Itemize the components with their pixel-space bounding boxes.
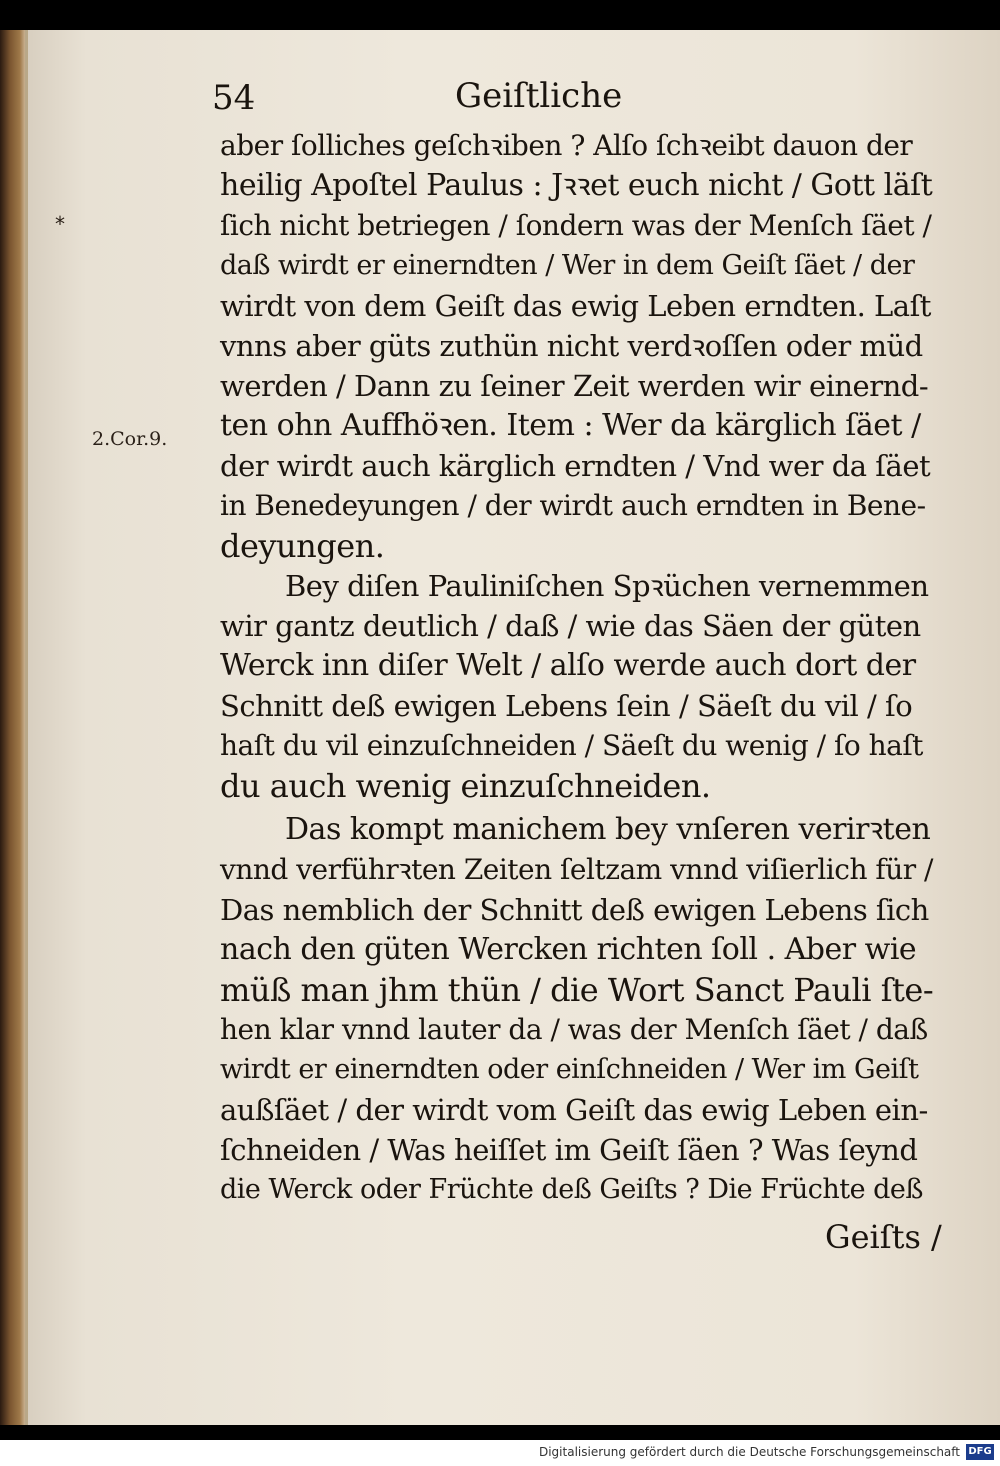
text-line: der wirdt auch kärglich erndten / Vnd wer da ſäet — [220, 449, 931, 483]
text-line: nach den güten Wercken richten ſoll . Aber wie — [220, 932, 917, 967]
text-line: müß man jhm thün / die Wort Sanct Pauli ſte‑ — [220, 971, 934, 1009]
margin-note-reference: 2.Cor.9. — [92, 428, 168, 450]
book-page-edge — [0, 30, 25, 1425]
catchword: Geiſts / — [825, 1218, 942, 1256]
dfg-logo: DFG — [966, 1444, 994, 1460]
text-line: haſt du vil einzuſchneiden / Säeſt du wenig / ſo haſt — [220, 729, 923, 762]
text-line: vnns aber güts zuthün nicht verdꝛoſſen oder müd — [220, 329, 923, 363]
text-line: heilig Apoſtel Paulus : Jꝛꝛet euch nicht / Gott läſt — [220, 168, 933, 203]
text-line: werden / Dann zu ſeiner Zeit werden wir einernd‑ — [220, 369, 929, 403]
text-line: wirdt von dem Geiſt das ewig Leben erndten. Laſt — [220, 289, 931, 323]
text-line: außſäet / der wirdt vom Geiſt das ewig Leben ein‑ — [220, 1093, 928, 1127]
text-line-paragraph-start: Das kompt manichem bey vnſeren verirꝛten — [285, 812, 931, 847]
text-line: deyungen. — [220, 527, 385, 565]
margin-asterisk: * — [55, 212, 65, 236]
text-line: du auch wenig einzuſchneiden. — [220, 767, 711, 805]
text-line: daß wirdt er einerndten / Wer in dem Geiſt ſäet / der — [220, 250, 915, 281]
text-line: wirdt er einerndten oder einſchneiden / Wer im Geiſt — [220, 1054, 919, 1085]
text-line: vnnd verführꝛten Zeiten ſeltzam vnnd viſierlich für / — [220, 853, 933, 886]
text-line: ten ohn Auffhöꝛen. Item : Wer da kärglich ſäet / — [220, 408, 921, 443]
text-line-paragraph-start: Bey diſen Pauliniſchen Spꝛüchen vernemmen — [285, 569, 929, 603]
text-line: Das nemblich der Schnitt deß ewigen Lebens ſich — [220, 893, 929, 927]
text-line: die Werck oder Früchte deß Geiſts ? Die Früchte deß — [220, 1174, 923, 1205]
text-line: aber ſolliches geſchꝛiben ? Alſo ſchꝛeibt dauon der — [220, 129, 913, 162]
text-line: in Benedeyungen / der wirdt auch erndten in Bene‑ — [220, 489, 926, 522]
text-line: Schnitt deß ewigen Lebens ſein / Säeſt du vil / ſo — [220, 689, 913, 723]
page-number: 54 — [212, 78, 256, 118]
text-line: hen klar vnnd lauter da / was der Menſch ſäet / daß — [220, 1013, 928, 1046]
funding-credit: Digitalisierung gefördert durch die Deutsche Forschungsgemeinschaft — [538, 1445, 960, 1459]
footer-bar — [0, 1440, 1000, 1466]
text-line: wir gantz deutlich / daß / wie das Säen der güten — [220, 609, 921, 643]
text-line: ſchneiden / Was heiſſet im Geiſt ſäen ? Was ſeynd — [220, 1133, 918, 1167]
text-line: ſich nicht betriegen / ſondern was der Menſch ſäet / — [220, 209, 932, 242]
running-head: Geiſtliche — [455, 76, 623, 116]
text-line: Werck inn diſer Welt / alſo werde auch dort der — [220, 648, 916, 683]
